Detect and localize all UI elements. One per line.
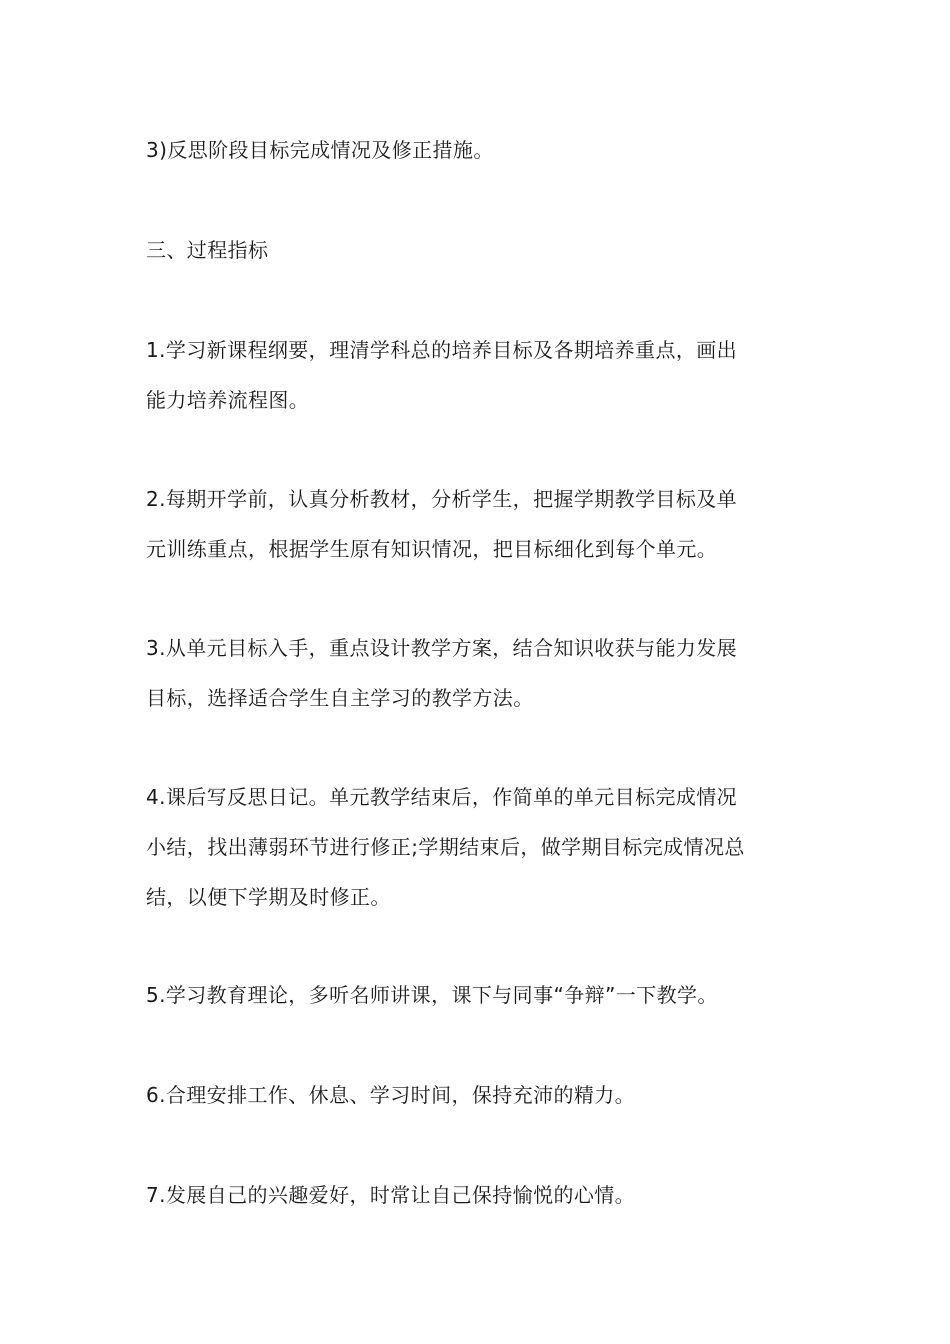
paragraph-line: 6.合理安排工作、休息、学习时间，保持充沛的精力。 (146, 1083, 636, 1107)
section-heading-process-indicators (146, 225, 812, 275)
paragraph-line: 3.从单元目标入手，重点设计教学方案，结合知识收获与能力发展 (146, 636, 738, 660)
paragraph-line: 结，以便下学期及时修正。 (146, 885, 391, 909)
paragraph-line: 7.发展自己的兴趣爱好，时常让自己保持愉悦的心情。 (146, 1183, 636, 1207)
paragraph-line: 小结，找出薄弱环节进行修正;学期结束后，做学期目标完成情况总 (146, 835, 745, 859)
paragraph-line: 4.课后写反思日记。单元教学结束后，作简单的单元目标完成情况 (146, 785, 738, 809)
list-item-4 (146, 772, 812, 922)
reflection-measures-item (146, 125, 812, 175)
list-item-6 (146, 1070, 812, 1120)
paragraph-line: 1.学习新课程纲要，理清学科总的培养目标及各期培养重点，画出 (146, 338, 738, 362)
list-item-1 (146, 325, 812, 425)
paragraph-line: 3)反思阶段目标完成情况及修正措施。 (146, 138, 494, 162)
paragraph-line: 元训练重点，根据学生原有知识情况，把目标细化到每个单元。 (146, 537, 718, 561)
section-heading: 三、过程指标 (146, 238, 269, 262)
list-item-3 (146, 623, 812, 723)
paragraph-line: 能力培养流程图。 (146, 388, 310, 412)
paragraph-line: 5.学习教育理论，多听名师讲课，课下与同事“争辩”一下教学。 (146, 983, 718, 1007)
paragraph-line: 目标，选择适合学生自主学习的教学方法。 (146, 686, 534, 710)
list-item-7 (146, 1170, 812, 1220)
list-item-5 (146, 970, 812, 1020)
paragraph-line: 2.每期开学前，认真分析教材，分析学生，把握学期教学目标及单 (146, 487, 738, 511)
list-item-2 (146, 474, 812, 574)
